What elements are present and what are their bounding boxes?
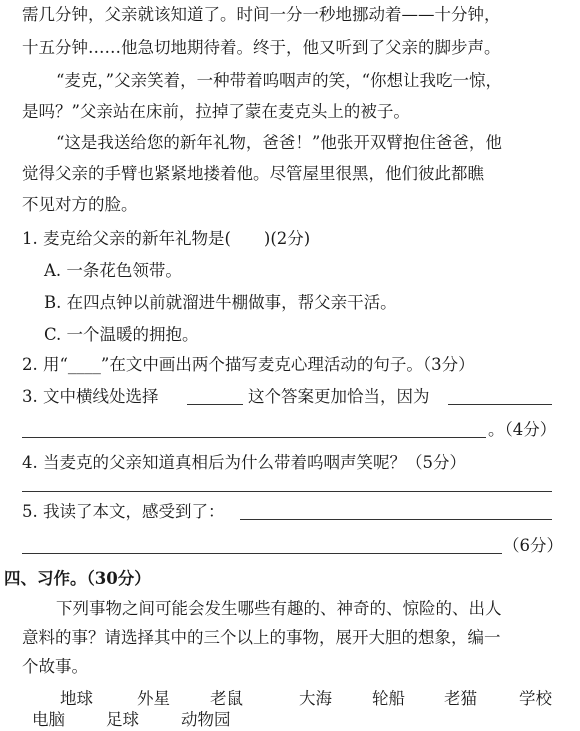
composition-prompt-line: 意料的事？请选择其中的三个以上的事物，展开大胆的想象，编一 [22, 628, 501, 647]
topic-word: 老鼠 [210, 689, 243, 708]
topic-word: 大海 [299, 689, 332, 708]
question-3-text-a: 3. 文中横线处选择 [22, 387, 159, 406]
question-3-score: 。（4分） [488, 420, 557, 439]
topic-word: 动物园 [181, 710, 231, 729]
passage-line: “麦克，”父亲笑着，一种带着呜咽声的笑，“你想让我吃一惊， [56, 71, 503, 90]
passage-line: 需几分钟，父亲就该知道了。时间一分一秒地挪动着——十分钟， [22, 5, 501, 24]
question-3-reason-line[interactable] [22, 437, 486, 438]
question-1-option-a: A. 一条花色领带。 [44, 261, 182, 280]
composition-title: 四、习作。（30分） [4, 569, 151, 588]
question-1-option-c: C. 一个温暖的拥抱。 [44, 325, 199, 344]
passage-line: 觉得父亲的手臂也紧紧地搂着他。尽管屋里很黑，他们彼此都瞧 [22, 164, 484, 183]
question-1-option-b: B. 在四点钟以前就溜进牛棚做事，帮父亲干活。 [44, 293, 397, 312]
question-5: 5. 我读了本文，感受到了： [22, 502, 225, 521]
passage-line: 十五分钟……他急切地期待着。终于，他又听到了父亲的脚步声。 [22, 38, 501, 57]
question-4: 4. 当麦克的父亲知道真相后为什么带着呜咽声笑呢？（5分） [22, 453, 466, 472]
composition-prompt-line: 下列事物之间可能会发生哪些有趣的、神奇的、惊险的、出人 [56, 599, 502, 618]
question-2: 2. 用“____”在文中画出两个描写麦克心理活动的句子。（3分） [22, 355, 475, 374]
question-5-score: （6分） [503, 536, 563, 555]
topic-word: 老猫 [444, 689, 477, 708]
composition-prompt-line: 个故事。 [22, 657, 88, 676]
question-5-answer-line[interactable] [22, 553, 502, 554]
topic-word: 轮船 [372, 689, 405, 708]
passage-line: 不见对方的脸。 [22, 195, 138, 214]
topic-word: 足球 [106, 710, 139, 729]
passage-line: “这是我送给您的新年礼物，爸爸！”他张开双臂抱住爸爸，他 [56, 133, 502, 152]
topic-word: 电脑 [32, 710, 65, 729]
question-5-answer-blank[interactable] [240, 519, 552, 520]
passage-line: 是吗？”父亲站在床前，拉掉了蒙在麦克头上的被子。 [22, 102, 410, 121]
question-3-answer-blank[interactable] [187, 404, 243, 405]
question-3-reason-blank[interactable] [448, 404, 552, 405]
question-1: 1. 麦克给父亲的新年礼物是( )(2分) [22, 229, 311, 248]
topic-word: 外星 [137, 689, 170, 708]
question-4-answer-line[interactable] [22, 491, 552, 492]
topic-word: 学校 [519, 689, 552, 708]
topic-word: 地球 [60, 689, 93, 708]
question-3-text-b: 这个答案更加恰当，因为 [248, 387, 430, 406]
